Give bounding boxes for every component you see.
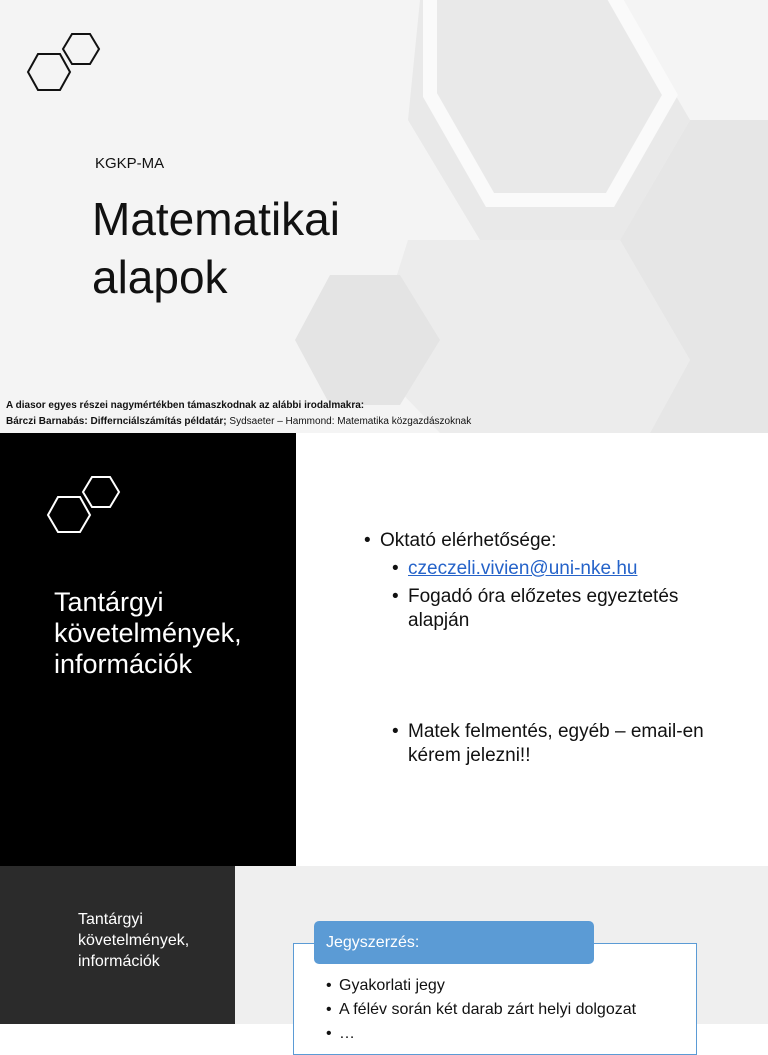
- requirements-slide: [0, 433, 768, 866]
- dark-side-panel: [0, 433, 296, 866]
- title-line: információk: [78, 953, 160, 970]
- bullet-email: [364, 557, 744, 581]
- title-line: követelmények,: [54, 618, 242, 648]
- title-line: információk: [54, 649, 193, 679]
- hexagon-logo-icon: [26, 32, 102, 92]
- email-link[interactable]: czeczeli.vivien@uni-nke.hu: [408, 558, 638, 579]
- hexagon-logo-icon: [46, 475, 122, 533]
- grading-list: [326, 974, 686, 1046]
- reference-sydsaeter: Sydsaeter – Hammond: Matematika közgazdászoknak: [226, 416, 472, 427]
- title-line: Matematikai: [92, 193, 340, 245]
- bullet-contact: • Oktató elérhetősége:: [364, 529, 744, 553]
- contact-bullets: [364, 529, 744, 768]
- title-line: alapok: [92, 251, 228, 303]
- slide-title: [78, 909, 228, 972]
- list-item: • Gyakorlati jegy: [326, 974, 686, 998]
- grading-slide: [0, 866, 768, 1042]
- list-item: • …: [326, 1022, 686, 1046]
- bullet-exemption: • Matek felmentés, egyéb – email-en kérem jelezni!!: [364, 720, 744, 768]
- title-line: követelmények,: [78, 932, 190, 949]
- course-code: KGKP-MA: [95, 155, 165, 172]
- reference-barczi: Bárczi Barnabás: Differnciálszámítás példatár;: [6, 416, 227, 427]
- bullet-office-hours: • Fogadó óra előzetes egyeztetés alapján: [364, 585, 744, 633]
- list-item: • A félév során két darab zárt helyi dolgozat: [326, 998, 686, 1022]
- references-note: [6, 398, 471, 430]
- title-slide: [0, 0, 768, 433]
- slide-title: [92, 190, 422, 306]
- grading-box-header: Jegyszerzés:: [314, 921, 594, 964]
- title-line: Tantárgyi: [78, 911, 143, 928]
- references-intro: A diasor egyes részei nagymértékben támaszkodnak az alábbi irodalmakra:: [6, 400, 365, 411]
- title-line: Tantárgyi: [54, 587, 164, 617]
- references-list: [6, 414, 471, 430]
- dark-side-panel: [0, 866, 235, 1024]
- slide-title: [54, 587, 284, 680]
